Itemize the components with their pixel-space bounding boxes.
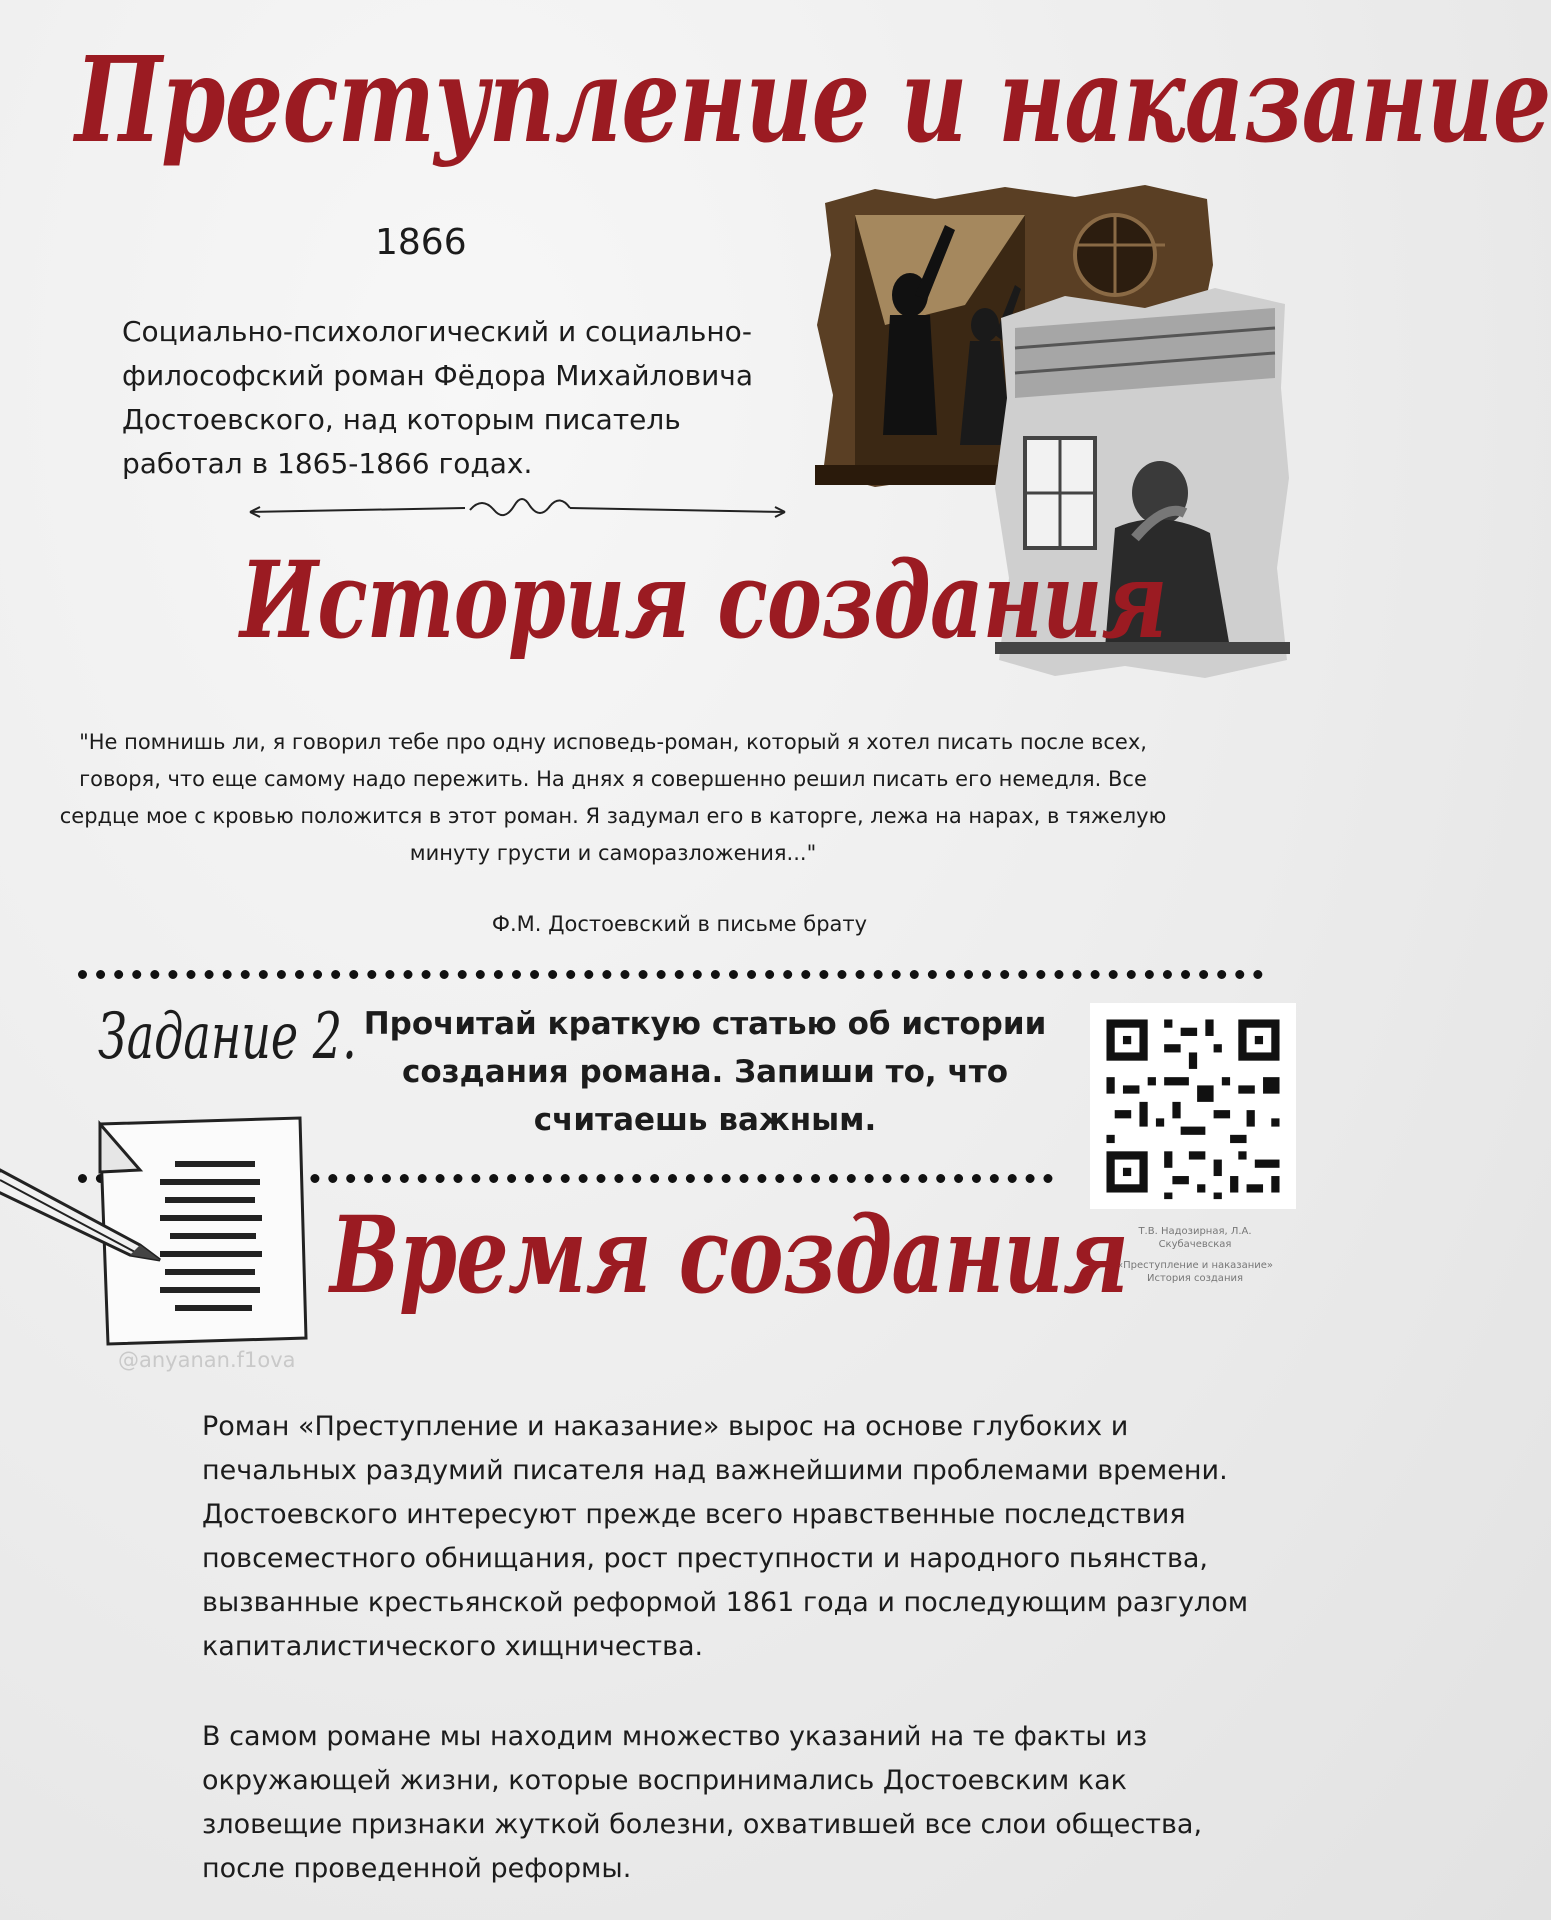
paragraph-2: В самом романе мы находим множество указаний на те факты из окружающей жизни, которые воспринимались Достоевским как зловещие признаки жуткой болезни, охватившей все слои общества, после проведенной реформы. bbox=[202, 1721, 1203, 1884]
quote-text: "Не помнишь ли, я говорил тебе про одну исповедь-роман, который я хотел писать после всех, говоря, что еще самому надо пережить. На днях я совершенно решил писать его немедля. Все сердце мое с кровью положится в этот роман. Я задумал его в каторге, лежа на нарах, в тяжелую минуту грусти и саморазложения..." bbox=[59, 730, 1167, 865]
intro-text: Социально-психологический и социально-философский роман Фёдора Михайловича Достоевского, над которым писатель работал в 1865-1866 годах. bbox=[122, 315, 753, 480]
year: 1866 bbox=[375, 222, 467, 263]
paragraph-1: Роман «Преступление и наказание» вырос на основе глубоких и печальных раздумий писателя над важнейшими проблемами времени. Достоевского интересуют прежде всего нравственные последствия повсеместного обнищания, рост преступности и народного пьянства, вызванные крестьянской реформой 1861 года и последующим разгулом капиталистического хищничества. bbox=[202, 1411, 1249, 1662]
time-title: Время создания bbox=[330, 1192, 1129, 1317]
main-title: Преступление и наказание bbox=[75, 30, 1551, 169]
qr-caption bbox=[1110, 1225, 1280, 1285]
task-text: Прочитай краткую статью об истории создания романа. Запиши то, что считаешь важным. bbox=[363, 1006, 1047, 1138]
dotted-separator bbox=[78, 970, 1263, 979]
task-label: Задание 2. bbox=[98, 1000, 357, 1074]
qr-caption-title: «Преступление и наказание» История создания bbox=[1116, 1260, 1274, 1284]
flourish-divider-icon bbox=[245, 490, 790, 530]
qr-caption-authors: Т.В. Надозирная, Л.А. Скубачевская bbox=[1138, 1226, 1252, 1250]
watermark: @anyanan.f1ova bbox=[118, 1348, 296, 1372]
history-title: История создания bbox=[240, 537, 1167, 662]
quote-author: Ф.М. Достоевский в письме брату bbox=[491, 912, 868, 936]
qr-code-icon[interactable] bbox=[1090, 1003, 1296, 1209]
paper-pencil-icon bbox=[0, 1110, 330, 1350]
